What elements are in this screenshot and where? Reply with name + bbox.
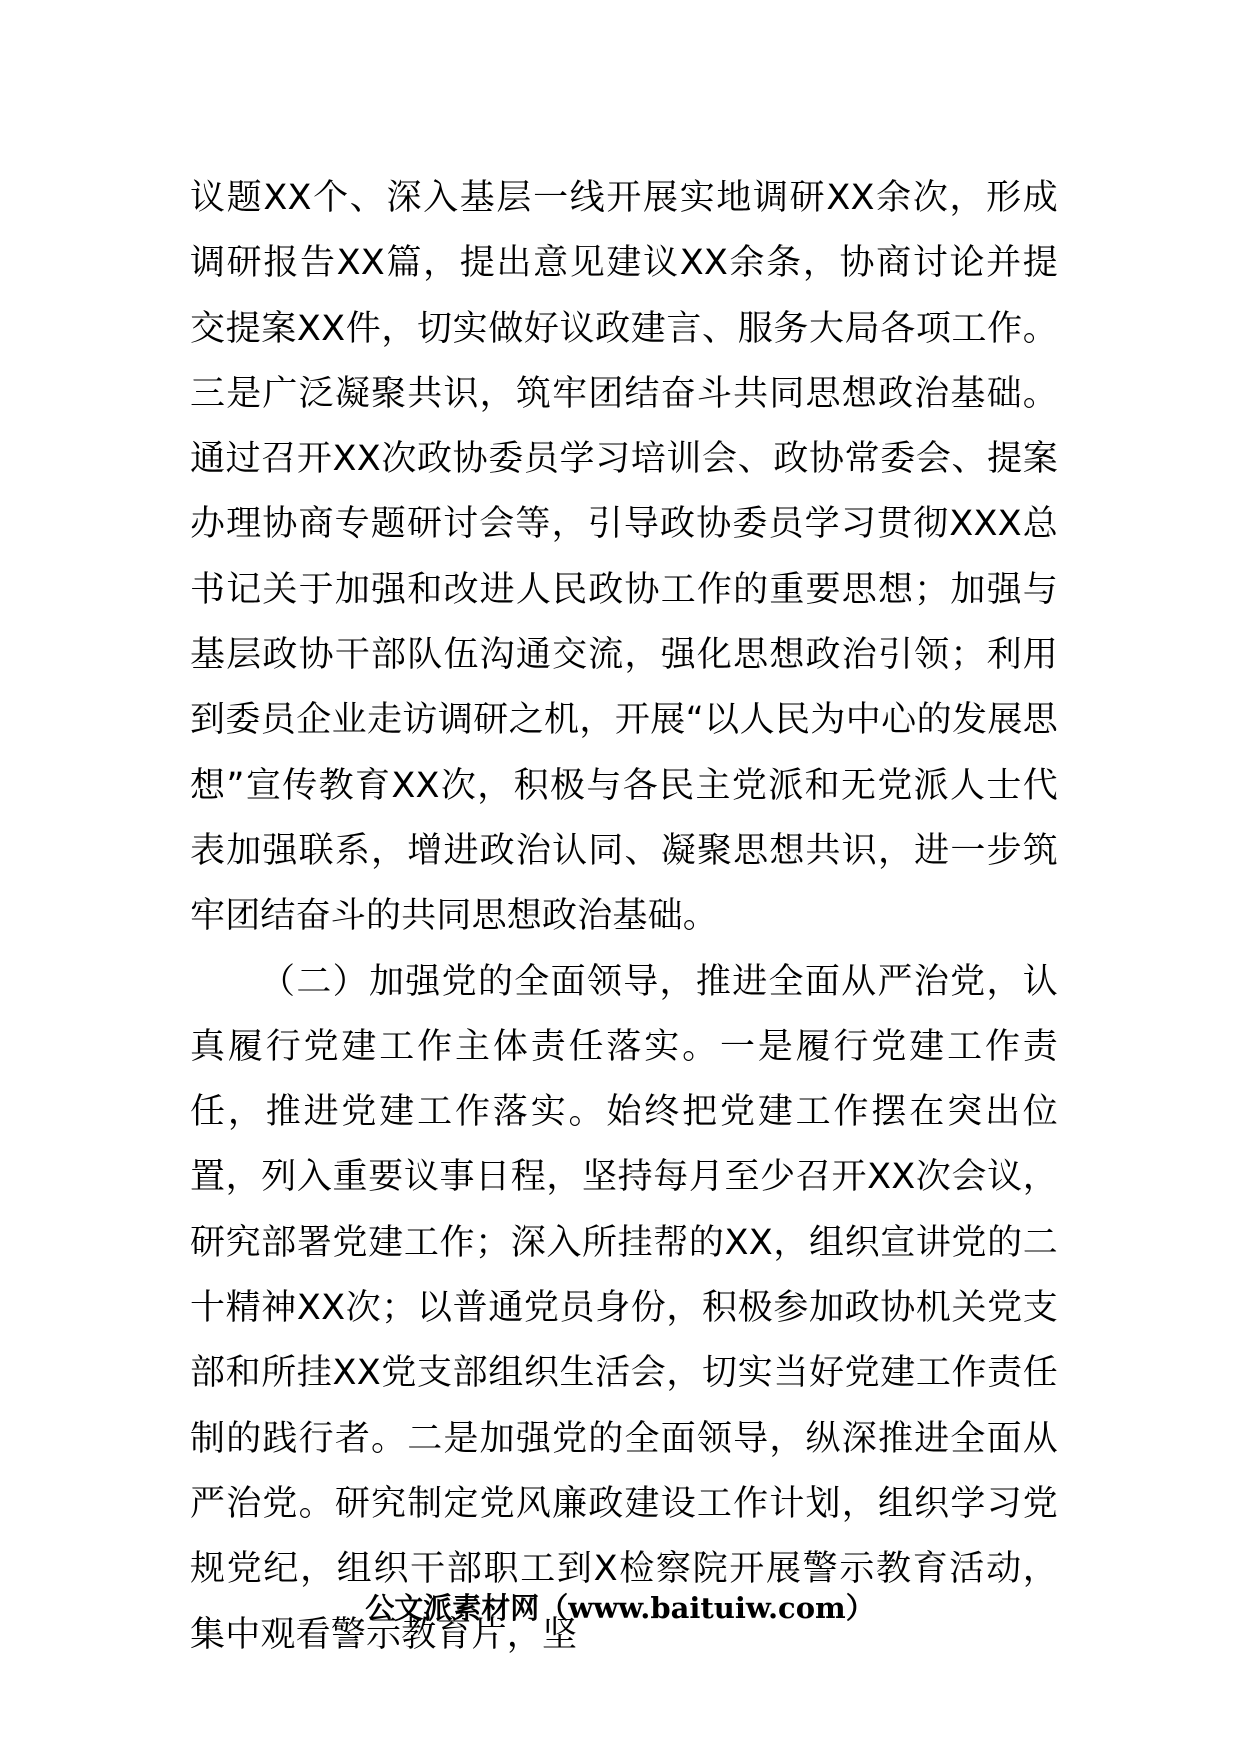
- document-body: [190, 166, 1058, 1668]
- body-paragraph-section-two: （二）加强党的全面领导，推进全面从严治党，认真履行党建工作主体责任落实。一是履行党建工作责任，推进党建工作落实。始终把党建工作摆在突出位置，列入重要议事日程，坚持每月至少召开XX次会议，研究部署党建工作；深入所挂帮的XX，组织宣讲党的二十精神XX次；以普通党员身份，积极参加政协机关党支部和所挂XX党支部组织生活会，切实当好党建工作责任制的践行者。二是加强党的全面领导，纵深推进全面从严治党。研究制定党风廉政建设工作计划，组织学习党规党纪，组织干部职工到X检察院开展警示教育活动，集中观看警示教育片，坚: [190, 961, 1058, 1655]
- body-paragraph-continued: 议题XX个、深入基层一线开展实地调研XX余次，形成调研报告XX篇，提出意见建议XX余条，协商讨论并提交提案XX件，切实做好议政建言、服务大局各项工作。三是广泛凝聚共识，筑牢团结奋斗共同思想政治基础。通过召开XX次政协委员学习培训会、政协常委会、提案办理协商专题研讨会等，引导政协委员学习贯彻XXX总书记关于加强和改进人民政协工作的重要思想；加强与基层政协干部队伍沟通交流，强化思想政治引领；利用到委员企业走访调研之机，开展“以人民为中心的发展思想”宣传教育XX次，积极与各民主党派和无党派人士代表加强联系，增进政治认同、凝聚思想共识，进一步筑牢团结奋斗的共同思想政治基础。: [190, 178, 1058, 937]
- watermark-footer: 公文派素材网（www.baituiw.com）: [365, 1591, 875, 1625]
